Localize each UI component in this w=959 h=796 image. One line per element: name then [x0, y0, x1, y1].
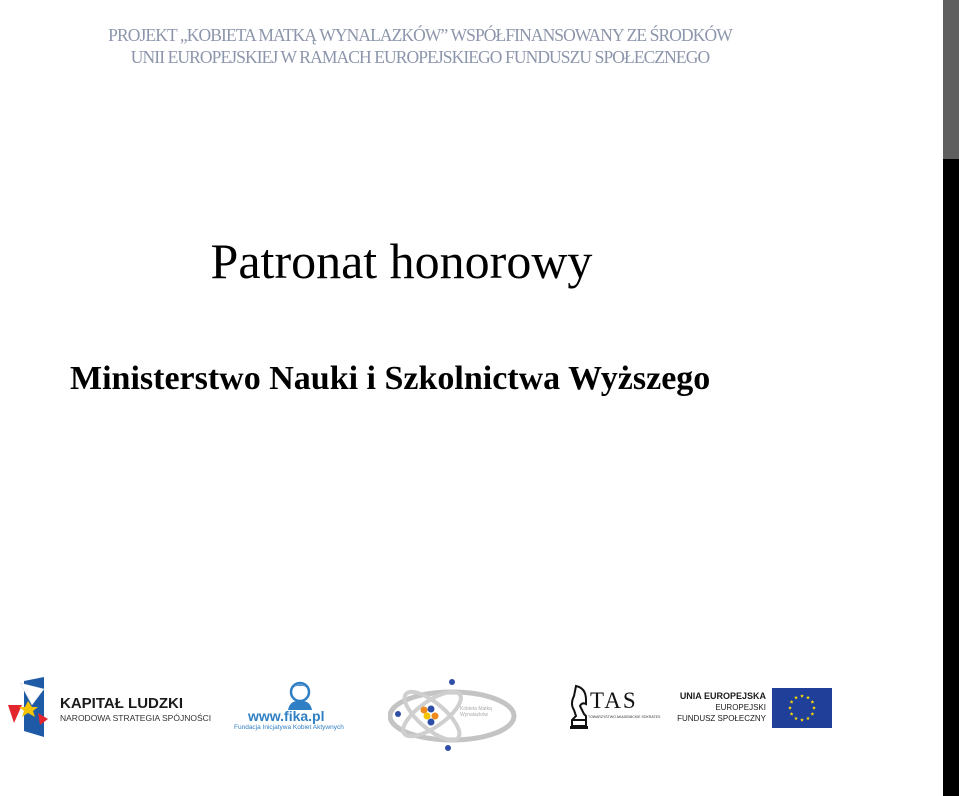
atom-logo: [388, 674, 520, 756]
eu-line-2: EUROPEJSKI: [715, 703, 766, 712]
patron-name: Ministerstwo Nauki i Szkolnictwa Wyższego: [70, 360, 711, 397]
tas-logo: [568, 682, 661, 734]
scrollbar-thumb[interactable]: [943, 0, 959, 159]
eu-logo-text: [677, 691, 766, 724]
kapital-ludzki-title: KAPITAŁ LUDZKI: [60, 695, 184, 712]
project-header: [60, 24, 780, 68]
fika-url: www.fika.pl: [248, 708, 325, 724]
vertical-scrollbar[interactable]: [943, 0, 959, 796]
kapital-ludzki-subtitle: NARODOWA STRATEGIA SPÓJNOŚCI: [60, 713, 212, 723]
eu-line-3: FUNDUSZ SPOŁECZNY: [677, 714, 766, 723]
slide-title: Patronat honorowy: [210, 233, 593, 289]
eu-line-1: UNIA EUROPEJSKA: [679, 691, 766, 701]
chess-knight-icon: [568, 682, 590, 730]
header-line-2: UNII EUROPEJSKIEJ W RAMACH EUROPEJSKIEGO FUNDUSZU SPOŁECZNEGO: [130, 47, 710, 67]
woman-silhouette-icon: [278, 680, 322, 710]
fika-subtitle: Fundacja Inicjatywa Kobiet Aktywnych: [234, 724, 344, 731]
header-line-1: PROJEKT „KOBIETA MATKĄ WYNALAZKÓW” WSPÓŁFINANSOWANY ZE ŚRODKÓW: [108, 25, 732, 45]
eu-flag-icon: [772, 688, 832, 728]
eu-logo: [677, 687, 834, 731]
tas-name: TAS: [590, 688, 638, 713]
atom-logo-text: Kobieta Matką Wynalazków: [460, 706, 492, 718]
kapital-ludzki-emblem-icon: [8, 675, 54, 741]
fika-logo: [230, 680, 350, 740]
tas-subtitle: TOWARZYSTWO AKADEMICKIE SOKRATES: [588, 715, 661, 719]
kapital-ludzki-logo: [8, 675, 212, 741]
atom-icon: [388, 674, 520, 756]
